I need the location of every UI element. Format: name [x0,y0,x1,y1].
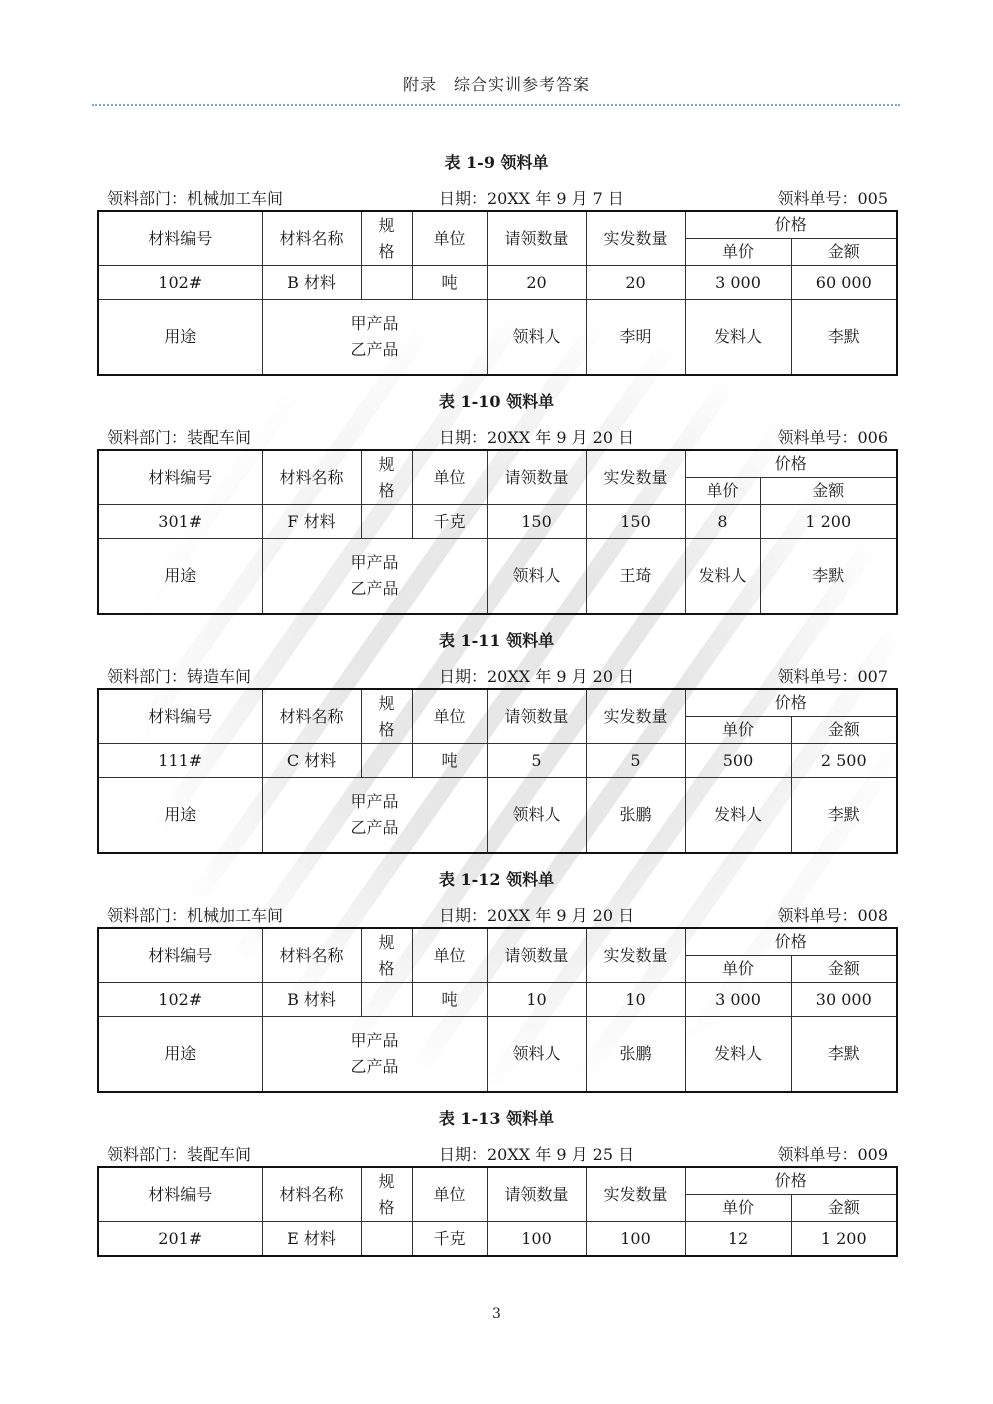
issuer-name: 李默 [791,1017,897,1093]
header-unit-price: 单价 [685,1195,791,1222]
usage-row [98,300,897,376]
cell-name: F 材料 [262,505,361,539]
header-spec: 规 格 [361,1167,412,1222]
cell-issued: 5 [586,744,685,778]
cell-spec [361,1222,412,1257]
cell-unit-price: 12 [685,1222,791,1257]
header-unit: 单位 [412,928,487,983]
usage-label: 用途 [98,778,262,854]
requisition-form [97,389,896,629]
department: 领料部门：装配车间 [107,428,252,447]
date: 日期：20XX 年 9 月 7 日 [439,189,624,208]
header-row [98,450,897,478]
header-name: 材料名称 [262,689,361,744]
header-unit: 单位 [412,211,487,266]
header-requested: 请领数量 [487,928,586,983]
requisition-form [97,867,896,1107]
receiver-name: 张鹏 [586,1017,685,1093]
header-row [98,1167,897,1195]
department: 领料部门：机械加工车间 [107,189,284,208]
receiver-name: 王琦 [586,539,685,615]
header-row [98,211,897,239]
requisition-table [97,688,898,854]
header-unit: 单位 [412,450,487,505]
form-number: 领料单号：009 [777,1145,888,1164]
receiver-name: 李明 [586,300,685,376]
header-unit: 单位 [412,1167,487,1222]
header-divider [92,104,900,106]
cell-amount: 2 500 [791,744,897,778]
issuer-name: 李默 [791,300,897,376]
header-issued: 实发数量 [586,450,685,505]
issuer-label: 发料人 [685,778,791,854]
table-row [98,505,897,539]
header-code: 材料编号 [98,450,262,505]
header-requested: 请领数量 [487,689,586,744]
usage-products: 甲产品 乙产品 [262,1017,487,1093]
form-meta [97,186,896,208]
form-meta [97,425,896,447]
date: 日期：20XX 年 9 月 20 日 [439,667,635,686]
header-spec: 规 格 [361,689,412,744]
header-row [98,689,897,717]
usage-row [98,778,897,854]
usage-products: 甲产品 乙产品 [262,778,487,854]
header-unit: 单位 [412,689,487,744]
header-unit-price: 单价 [685,956,791,983]
header-name: 材料名称 [262,211,361,266]
header-spec: 规 格 [361,928,412,983]
department: 领料部门：装配车间 [107,1145,252,1164]
table-title: 表 1-10 领料单 [438,392,555,411]
cell-amount: 30 000 [791,983,897,1017]
form-number: 领料单号：005 [777,189,888,208]
cell-requested: 5 [487,744,586,778]
header-amount: 金额 [791,717,897,744]
cell-name: B 材料 [262,983,361,1017]
header-price: 价格 [685,450,897,478]
header-name: 材料名称 [262,1167,361,1222]
header-amount: 金额 [791,956,897,983]
receiver-label: 领料人 [487,300,586,376]
table-title: 表 1-9 领料单 [444,153,549,172]
cell-unit: 吨 [412,983,487,1017]
cell-requested: 20 [487,266,586,300]
header-issued: 实发数量 [586,1167,685,1222]
cell-amount: 1 200 [791,1222,897,1257]
page-number: 3 [492,1306,501,1322]
header-price: 价格 [685,211,897,239]
header-spec: 规 格 [361,450,412,505]
table-row [98,744,897,778]
issuer-label: 发料人 [685,539,760,615]
cell-unit: 千克 [412,505,487,539]
cell-name: B 材料 [262,266,361,300]
header-price: 价格 [685,689,897,717]
header-code: 材料编号 [98,1167,262,1222]
form-number: 领料单号：006 [777,428,888,447]
cell-requested: 150 [487,505,586,539]
form-number: 领料单号：008 [777,906,888,925]
cell-name: C 材料 [262,744,361,778]
cell-unit-price: 500 [685,744,791,778]
requisition-form [97,628,896,868]
usage-label: 用途 [98,539,262,615]
usage-label: 用途 [98,300,262,376]
requisition-table [97,927,898,1093]
usage-row [98,539,897,615]
form-meta [97,1142,896,1164]
usage-row [98,1017,897,1093]
date: 日期：20XX 年 9 月 20 日 [439,428,635,447]
cell-code: 102# [98,983,262,1017]
cell-spec [361,744,412,778]
form-number: 领料单号：007 [777,667,888,686]
table-title: 表 1-13 领料单 [438,1109,555,1128]
receiver-label: 领料人 [487,539,586,615]
cell-amount: 60 000 [791,266,897,300]
header-unit-price: 单价 [685,478,760,505]
cell-amount: 1 200 [760,505,897,539]
table-row [98,266,897,300]
requisition-form [97,150,896,390]
header-issued: 实发数量 [586,928,685,983]
header-spec: 规 格 [361,211,412,266]
table-row [98,1222,897,1257]
cell-code: 201# [98,1222,262,1257]
department: 领料部门：铸造车间 [107,667,252,686]
receiver-name: 张鹏 [586,778,685,854]
header-requested: 请领数量 [487,450,586,505]
requisition-table [97,449,898,615]
header-amount: 金额 [791,1195,897,1222]
table-title: 表 1-12 领料单 [438,870,555,889]
cell-issued: 10 [586,983,685,1017]
cell-code: 102# [98,266,262,300]
cell-code: 301# [98,505,262,539]
usage-products: 甲产品 乙产品 [262,300,487,376]
header-row [98,928,897,956]
header-requested: 请领数量 [487,211,586,266]
cell-requested: 100 [487,1222,586,1257]
header-code: 材料编号 [98,928,262,983]
header-requested: 请领数量 [487,1167,586,1222]
header-name: 材料名称 [262,928,361,983]
cell-issued: 100 [586,1222,685,1257]
cell-name: E 材料 [262,1222,361,1257]
header-issued: 实发数量 [586,211,685,266]
receiver-label: 领料人 [487,1017,586,1093]
cell-unit: 吨 [412,266,487,300]
usage-products: 甲产品 乙产品 [262,539,487,615]
cell-issued: 150 [586,505,685,539]
requisition-table [97,1166,898,1257]
cell-issued: 20 [586,266,685,300]
cell-unit-price: 8 [685,505,760,539]
issuer-name: 李默 [791,778,897,854]
issuer-label: 发料人 [685,1017,791,1093]
header-unit-price: 单价 [685,239,791,266]
header-price: 价格 [685,928,897,956]
header-issued: 实发数量 [586,689,685,744]
date: 日期：20XX 年 9 月 20 日 [439,906,635,925]
usage-label: 用途 [98,1017,262,1093]
header-unit-price: 单价 [685,717,791,744]
cell-unit-price: 3 000 [685,983,791,1017]
requisition-table [97,210,898,376]
cell-spec [361,266,412,300]
cell-spec [361,983,412,1017]
cell-unit: 千克 [412,1222,487,1257]
header-code: 材料编号 [98,689,262,744]
cell-spec [361,505,412,539]
issuer-label: 发料人 [685,300,791,376]
date: 日期：20XX 年 9 月 25 日 [439,1145,635,1164]
cell-unit-price: 3 000 [685,266,791,300]
table-row [98,983,897,1017]
running-header: 附录 综合实训参考答案 [402,75,590,94]
header-amount: 金额 [791,239,897,266]
cell-unit: 吨 [412,744,487,778]
table-title: 表 1-11 领料单 [438,631,555,650]
receiver-label: 领料人 [487,778,586,854]
header-name: 材料名称 [262,450,361,505]
department: 领料部门：机械加工车间 [107,906,284,925]
issuer-name: 李默 [760,539,897,615]
header-amount: 金额 [760,478,897,505]
header-code: 材料编号 [98,211,262,266]
form-meta [97,664,896,686]
form-meta [97,903,896,925]
header-price: 价格 [685,1167,897,1195]
cell-requested: 10 [487,983,586,1017]
cell-code: 111# [98,744,262,778]
